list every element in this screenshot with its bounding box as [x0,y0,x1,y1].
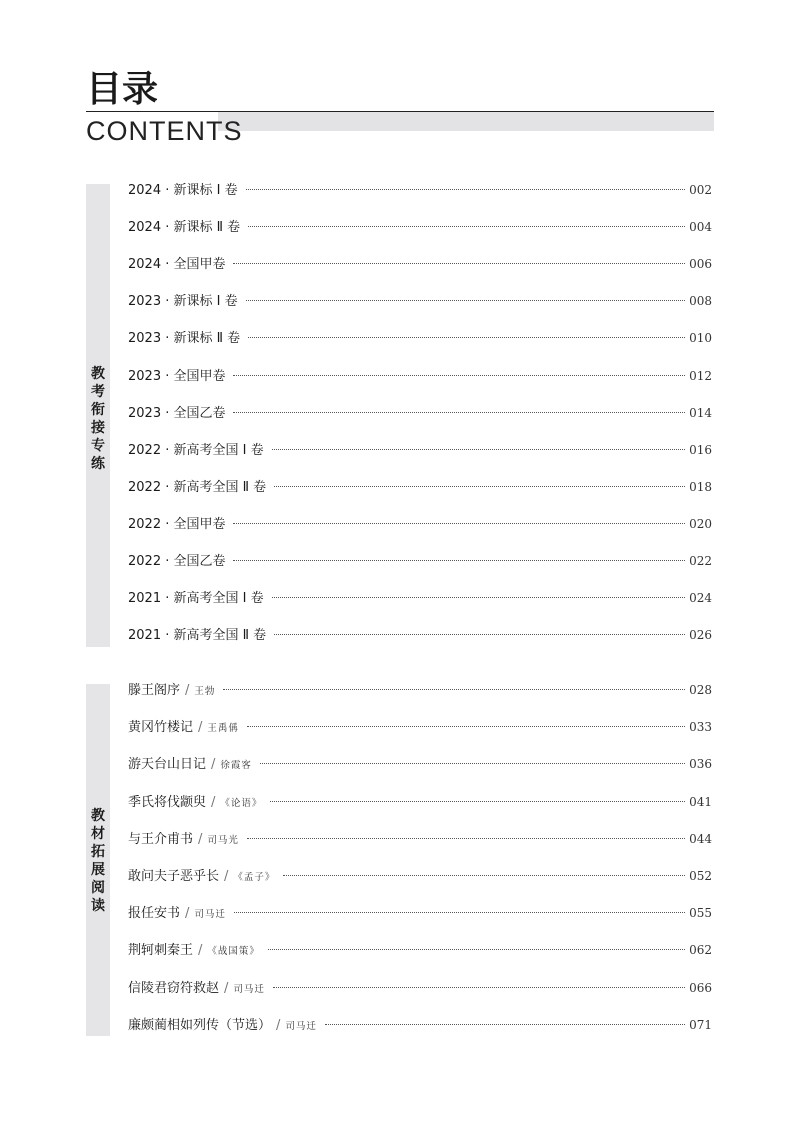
entry-author: 司马迁 [194,909,226,921]
toc-entry[interactable] [128,477,712,497]
entry-title: 2023 · 全国甲卷 [128,368,226,384]
dot-leader [260,763,685,764]
dot-leader [246,189,686,190]
toc-entry[interactable] [128,792,712,812]
section-label-char: 专 [91,438,105,454]
dot-leader [247,726,685,727]
entry-author: 司马迁 [233,983,265,995]
dot-leader [272,449,686,450]
section-label-char: 展 [91,862,105,878]
toc-entry[interactable] [128,978,712,998]
entry-title: 2023 · 新课标 Ⅰ 卷 [128,294,238,310]
entry-title: 与王介甫书 [128,831,194,847]
toc-entry[interactable] [128,625,712,645]
entry-title: 2023 · 全国乙卷 [128,405,226,421]
page-number: 010 [689,331,712,346]
section-label-char: 阅 [91,880,105,896]
entry-title: 敢问夫子恶乎长 [128,869,220,884]
page-number: 004 [689,220,712,235]
page-number: 044 [689,831,712,846]
toc-entry[interactable] [128,903,712,923]
author-separator: / [211,757,216,773]
page-number: 041 [689,794,712,809]
entry-title: 2023 · 新课标 Ⅱ 卷 [128,331,241,347]
entry-author: 《论语》 [220,797,263,809]
dot-leader [234,912,685,913]
dot-leader [273,987,685,988]
page-number: 014 [689,405,712,420]
entry-title: 2024 · 全国甲卷 [128,257,226,273]
dot-leader [325,1024,685,1025]
entry-title: 报任安书 [128,906,181,922]
entry-title: 2024 · 新课标 Ⅰ 卷 [128,183,238,198]
entry-author: 徐霞客 [220,760,252,772]
author-separator: / [185,683,190,698]
section-label [86,807,110,915]
entry-title: 2022 · 新高考全国 Ⅱ 卷 [128,479,267,495]
entry-title: 2022 · 全国甲卷 [128,516,226,532]
section-label-char: 教 [91,366,105,382]
toc-entry[interactable] [128,403,712,423]
section-label-char: 读 [91,898,105,914]
entry-author: 《孟子》 [233,872,276,883]
dot-leader [283,875,685,876]
section-label-char: 教 [91,808,105,824]
dot-leader [248,226,685,227]
entry-title: 游天台山日记 [128,757,207,773]
author-separator: / [198,831,203,847]
dot-leader [272,597,686,598]
dot-leader [233,263,685,264]
dot-leader [233,523,685,524]
toc-entry[interactable] [128,1015,712,1035]
page-number: 028 [689,683,712,697]
section-sidebar [86,184,110,647]
toc-entry[interactable] [128,551,712,571]
toc-entry[interactable] [128,328,712,348]
entry-author: 司马光 [207,834,239,846]
toc-entry[interactable] [128,180,712,200]
dot-leader [268,949,685,950]
toc-entry[interactable] [128,217,712,237]
page-number: 020 [689,516,712,531]
toc-entry[interactable] [128,680,712,700]
section-label-char: 拓 [91,844,105,860]
page-number: 036 [689,757,712,772]
page-number: 018 [689,479,712,494]
entry-author: 王勃 [194,686,216,697]
dot-leader [247,838,685,839]
entry-title: 2022 · 新高考全国 Ⅰ 卷 [128,442,264,458]
section-sidebar [86,684,110,1036]
toc-entry[interactable] [128,291,712,311]
author-separator: / [198,720,203,736]
dot-leader [233,375,685,376]
toc-entry[interactable] [128,588,712,608]
page-number: 055 [689,906,712,921]
author-separator: / [185,906,190,922]
entry-title: 滕王阁序 [128,683,181,698]
entry-title: 黄冈竹楼记 [128,720,194,736]
page-number: 022 [689,554,712,568]
entry-author: 《战国策》 [207,946,260,958]
dot-leader [248,337,685,338]
entry-title: 信陵君窃符救赵 [128,980,220,996]
entry-author: 王禹偁 [207,723,239,735]
toc-entry[interactable] [128,514,712,534]
toc-entry[interactable] [128,866,712,886]
page-number: 071 [689,1017,712,1032]
entry-author: 司马迁 [285,1020,317,1032]
author-separator: / [224,980,229,996]
toc-entry[interactable] [128,254,712,274]
page-number: 016 [689,442,712,457]
toc-entry[interactable] [128,829,712,849]
header-grey-band [218,112,714,131]
toc-entry[interactable] [128,440,712,460]
dot-leader [274,634,685,635]
section-label [86,365,110,473]
toc-entry[interactable] [128,940,712,960]
dot-leader [246,300,686,301]
entry-title: 廉颇蔺相如列传（节选） [128,1017,272,1033]
toc-entry[interactable] [128,366,712,386]
page-number: 002 [689,183,712,197]
author-separator: / [276,1017,281,1033]
dot-leader [274,486,685,487]
page-number: 033 [689,720,712,735]
toc-entry[interactable] [128,717,712,737]
page-number: 066 [689,980,712,995]
section-label-char: 练 [91,456,105,472]
entry-title: 2022 · 全国乙卷 [128,554,226,569]
entry-title: 2021 · 新高考全国 Ⅱ 卷 [128,628,267,644]
entry-title: 季氏将伐颛臾 [128,794,207,810]
page-number: 052 [689,869,712,883]
page-number: 006 [689,257,712,272]
entry-title: 2024 · 新课标 Ⅱ 卷 [128,220,241,236]
page-title-en: CONTENTS [86,116,243,146]
toc-entry[interactable] [128,754,712,774]
author-separator: / [198,943,203,959]
dot-leader [233,560,685,561]
section-label-char: 接 [91,420,105,436]
dot-leader [270,801,685,802]
page-number: 024 [689,591,712,606]
section-label-char: 衔 [91,402,105,418]
page-number: 062 [689,943,712,958]
dot-leader [223,689,685,690]
entry-title: 2021 · 新高考全国 Ⅰ 卷 [128,591,264,607]
author-separator: / [224,869,229,884]
dot-leader [233,412,685,413]
page-number: 026 [689,628,712,643]
page-title-cn: 目录 [86,69,159,110]
page-number: 012 [689,368,712,383]
page-number: 008 [689,294,712,309]
section-label-char: 考 [91,384,105,400]
entry-title: 荆轲刺秦王 [128,943,194,959]
section-label-char: 材 [91,826,105,842]
author-separator: / [211,794,216,810]
